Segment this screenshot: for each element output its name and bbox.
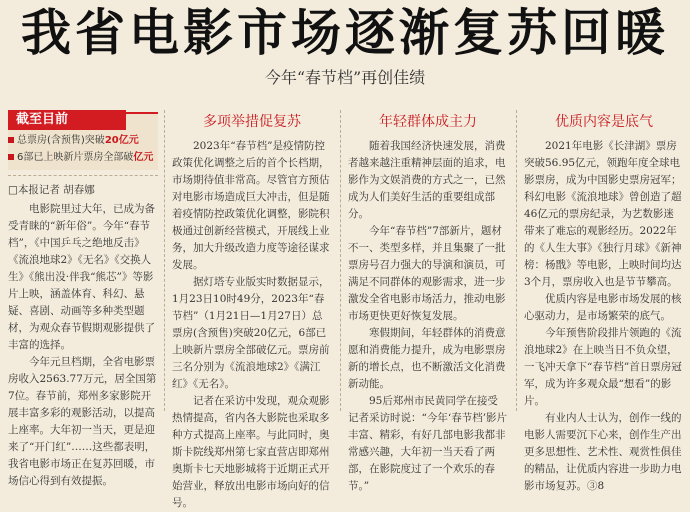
paragraph: 电影院里过大年，已成为备受青睐的“新年俗”。今年“春节档”，《中国乒乓之绝地反击》《流浪地球2》《无名》《交换人生》《熊出没·伴我“熊芯”》等影片上映，涵盖体育、科幻、悬疑、喜剧、动画等多种类型题材，为观众春节假期观影提供了丰富的选择。 xyxy=(8,203,155,351)
section-title: 优质内容是底气 xyxy=(555,114,653,130)
paragraph: 记者在采访中发现，观众观影热情提高，省内各大影院也采取多种方式提高上座率。与此同时，奥斯卡院线郑州第七家直营店即郑州奥斯卡七天地影城将于近期正式开始营业，释放出电影市场向好的信号。 xyxy=(172,395,330,509)
paragraph: 随着我国经济快速发展，消费者越来越注重精神层面的追求，电影作为文娱消费的方式之一，已然成为人们美好生活的重要组成部分。 xyxy=(348,140,506,220)
column-2 xyxy=(172,112,332,512)
column-divider xyxy=(516,110,517,411)
paragraph: 优质内容是电影市场发展的核心驱动力，是市场繁荣的底气。 xyxy=(524,293,682,322)
paragraph: 今年预售阶段排片领跑的《流浪地球2》在上映当日不负众望，一飞冲天拿下“春节档”首日票房冠军，成为许多观众最“想看”的影片。 xyxy=(524,327,682,407)
summary-bullet-1 xyxy=(8,134,139,148)
bullet-square-icon xyxy=(8,137,14,143)
column-4 xyxy=(524,112,684,495)
paragraph: 寒假期间，年轻群体的消费意愿和消费能力提升，成为电影票房新的增长点，也不断激活文化消费新动能。 xyxy=(348,327,506,390)
paragraph: 今年“春节档”7部新片，题材不一、类型多样，并且集聚了一批票房号召力强大的导演和演员，可满足不同群体的观影需求，进一步激发全省电影市场活力，推动电影市场更快更好恢复发展。 xyxy=(348,225,506,322)
column-divider xyxy=(340,110,341,411)
bullet-text: 总票房(含预售)突破 xyxy=(17,135,105,146)
summary-box-header: 截至目前 xyxy=(8,110,126,130)
bullet-text: 6部已上映新片票房全部破 xyxy=(17,152,134,163)
bullet-value: 20亿元 xyxy=(104,135,139,146)
section-title: 年轻群体成主力 xyxy=(379,114,477,130)
bullet-square-icon xyxy=(8,154,14,160)
reporter-byline: □本报记者 胡春娜 xyxy=(8,184,95,196)
column-3 xyxy=(348,112,508,495)
paragraph: 今年元旦档期，全省电影票房收入2563.77万元，居全国第7位。春节前，郑州多家影院开展丰富多彩的观影活动，以提高上座率。大年初一当天，更是迎来了“开门红”……这些都表明，我省电影市场正在复苏回暖，市场信心得到有效提振。 xyxy=(8,356,157,487)
paragraph: 2023年“春节档”是疫情防控政策优化调整之后的首个长档期，市场期待值非常高。尽管官方预估对电影市场造成巨大冲击，但是随着疫情防控政策优化调整，影院积极通过创新经营模式，开展线上业务，加大升级改造力度等途径谋求发展。 xyxy=(172,140,330,271)
paragraph: 95后郑州市民黄同学在接受记者采访时说：“今年‘春节档’影片丰富、精彩，有好几部电影我都非常感兴趣，大年初一当天看了两部，在影院度过了一个欢乐的春节。” xyxy=(348,395,508,492)
headline: 我省电影市场逐渐复苏回暖 xyxy=(21,4,669,62)
column-divider xyxy=(164,110,165,411)
summary-bullet-2 xyxy=(8,151,153,165)
paragraph: 据灯塔专业版实时数据显示，1月23日10时49分，2023年“春节档”（1月21日—1月27日）总票房(含预售)突破20亿元，6部已上映新片票房全部破亿元。票房前三名分别为《流浪地球2》《满江红》《无名》。 xyxy=(172,276,330,390)
subheadline: 今年“春节档”再创佳绩 xyxy=(264,68,426,87)
section-title: 多项举措促复苏 xyxy=(203,114,301,130)
column-1 xyxy=(8,201,158,490)
bullet-value: 亿元 xyxy=(133,152,154,163)
divider xyxy=(8,175,158,176)
paragraph: 有业内人士认为，创作一线的电影人需要沉下心来，创作生产出更多思想性、艺术性、观赏性俱佳的精品，让优质内容进一步助力电影市场复苏。③8 xyxy=(524,412,682,492)
paragraph: 2021年电影《长津湖》票房突破56.95亿元，领跑年度全球电影票房，成为中国影史票房冠军；科幻电影《流浪地球》曾创造了超46亿元的票房纪录，为艺数影迷带来了难忘的观影经历。2022年的《人生大事》《独行月球》《新神榜：杨戬》等电影，上映时间均达3个月，票房收入也是节节攀高。 xyxy=(524,140,682,288)
